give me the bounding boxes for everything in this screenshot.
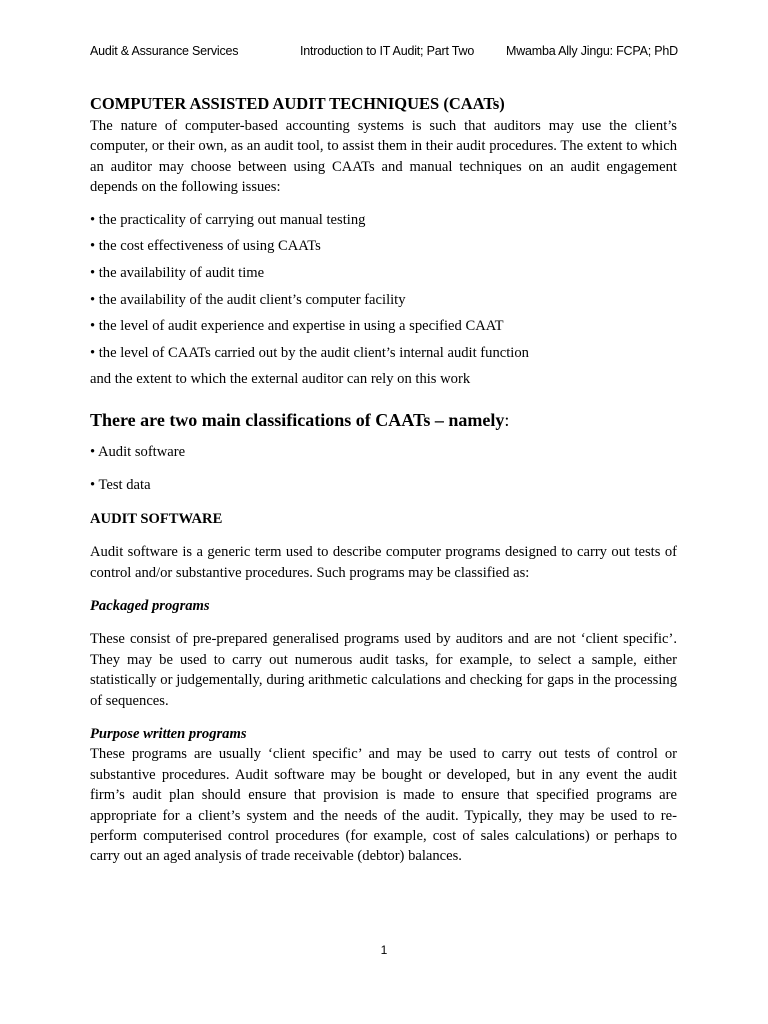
packaged-programs-text: These consist of pre-prepared generalised programs used by auditors and are not ‘client specific’. They may be used to carry out numerous audit tasks, for example, to select a sample, either statistically or judgementally, during arithmetic calculations and checking for gaps in the processing of sequences.	[90, 631, 677, 709]
issue-item: • the cost effectiveness of using CAATs	[90, 238, 321, 255]
document-body	[90, 92, 677, 867]
issue-item: • the level of audit experience and expertise in using a specified CAAT	[90, 318, 504, 335]
header-course: Audit & Assurance Services	[90, 44, 239, 58]
subheading-purpose-written-programs: Purpose written programs	[90, 726, 247, 743]
header-author: Mwamba Ally Jingu: FCPA; PhD	[505, 44, 678, 58]
page-header	[90, 44, 678, 62]
issue-item: • the availability of the audit client’s computer facility	[90, 291, 406, 308]
header-topic: Introduction to IT Audit; Part Two	[300, 44, 475, 58]
classification-item: • Audit software	[90, 443, 186, 460]
classifications-heading	[90, 408, 677, 432]
classification-item: • Test data	[90, 477, 151, 494]
subheading-packaged-programs: Packaged programs	[90, 597, 210, 614]
issue-item: • the practicality of carrying out manual testing	[90, 211, 366, 228]
issue-item: • the availability of audit time	[90, 265, 265, 282]
purpose-written-programs-text: These programs are usually ‘client specific’ and may be used to carry out tests of control or substantive procedures. Audit software may be bought or developed, but in any event the audit firm’s audit plan should ensure that provision is made to ensure that specified programs are appropriate for a client’s system and the needs of the audit. Typically, they may be used to re-perform computerised control procedures (for example, cost of sales calculations) or perhaps to carry out an aged analysis of trade receivable (debtor) balances.	[90, 746, 677, 865]
intro-paragraph: The nature of computer-based accounting systems is such that auditors may use the client’s computer, or their own, as an audit tool, to assist them in their audit procedures. The extent to which an auditor may choose between using CAATs and manual techniques on an audit engagement depends on the following issues:	[90, 118, 677, 196]
issues-tail: and the extent to which the external auditor can rely on this work	[90, 370, 471, 387]
classifications-heading-text: There are two main classifications of CAATs – namely	[90, 409, 505, 430]
issue-item: • the level of CAATs carried out by the audit client’s internal audit function	[90, 345, 529, 362]
section-heading-audit-software: AUDIT SOFTWARE	[90, 510, 223, 527]
document-title: COMPUTER ASSISTED AUDIT TECHNIQUES (CAATs)	[90, 94, 505, 113]
page-number: 1	[380, 943, 388, 957]
audit-software-intro: Audit software is a generic term used to describe computer programs designed to carry out tests of control and/or substantive procedures. Such programs may be classified as:	[90, 544, 677, 581]
classifications-heading-colon: :	[504, 409, 510, 430]
